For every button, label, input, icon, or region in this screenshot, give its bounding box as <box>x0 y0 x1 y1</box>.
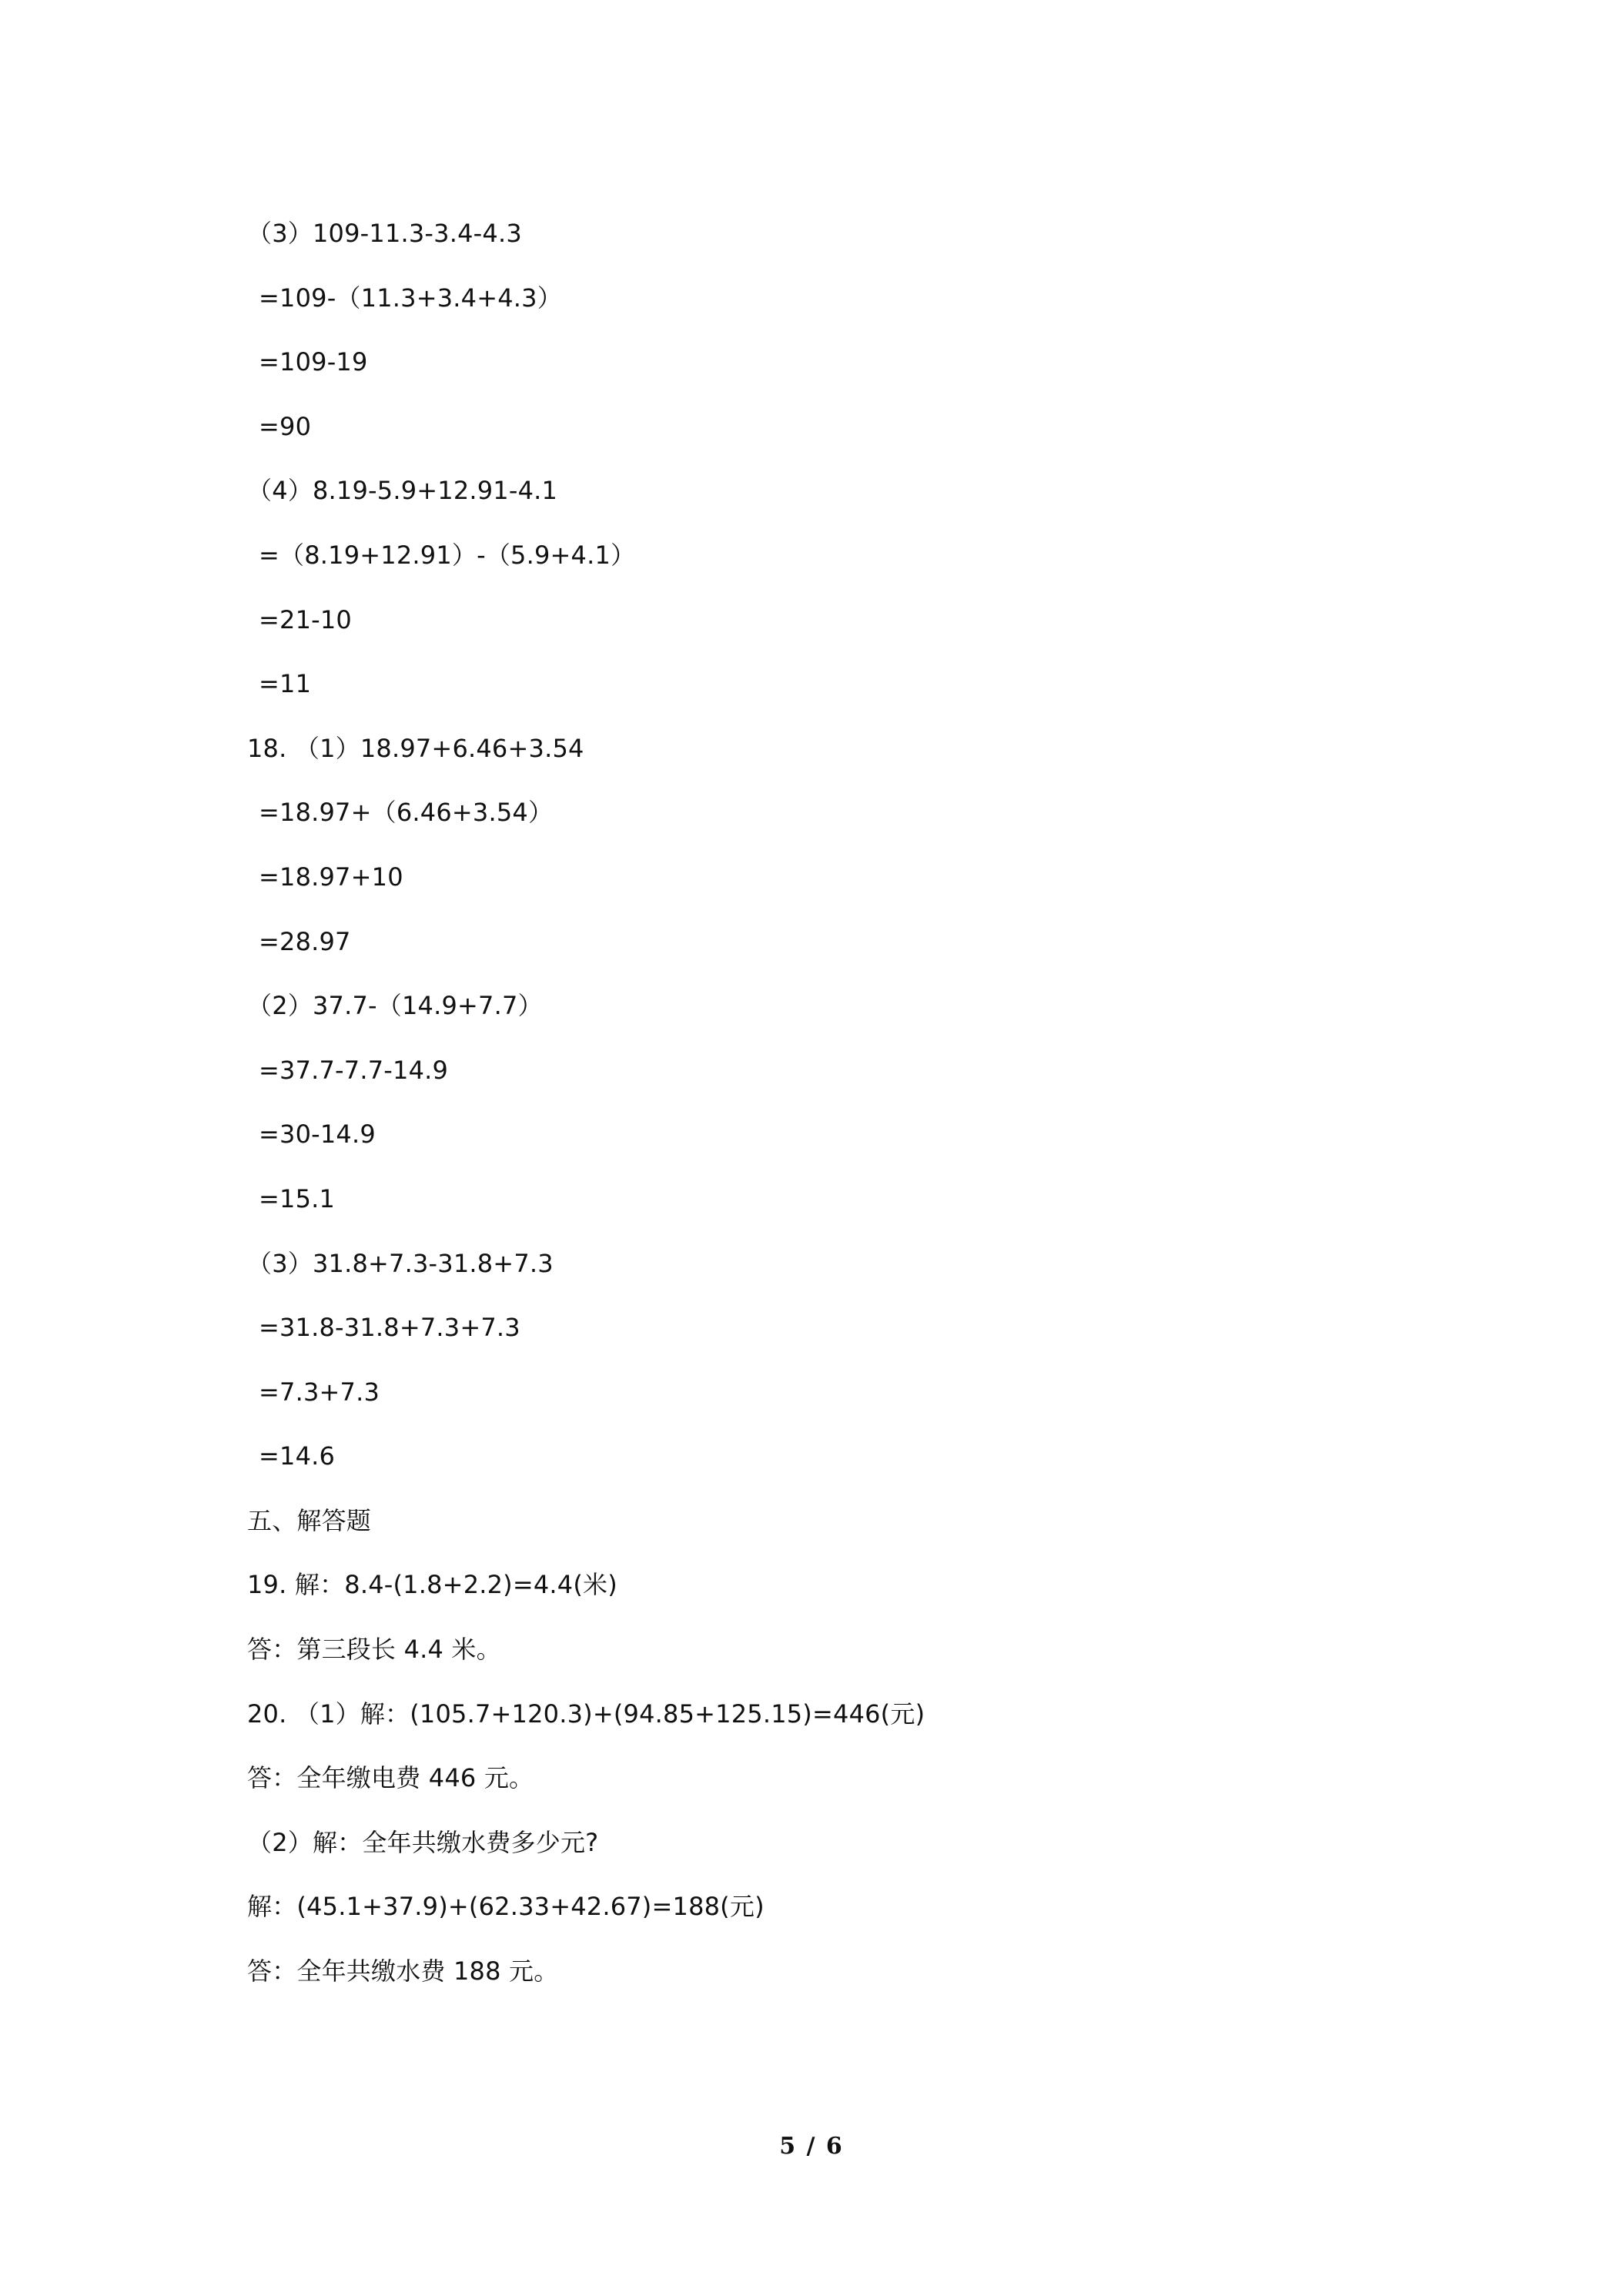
text-line: （3）109-11.3-3.4-4.3 <box>247 219 522 248</box>
text-line: 五、解答题 <box>247 1505 372 1535</box>
text-line: =109-（11.3+3.4+4.3） <box>259 283 562 313</box>
text-line: （2）解：全年共缴水费多少元? <box>247 1827 599 1857</box>
text-line: （3）31.8+7.3-31.8+7.3 <box>247 1248 554 1278</box>
text-line: 答：全年缴电费 446 元。 <box>247 1763 534 1793</box>
text-line: （2）37.7-（14.9+7.7） <box>247 991 543 1021</box>
text-line: =14.6 <box>259 1441 336 1471</box>
text-line: =15.1 <box>259 1183 336 1213</box>
text-line: =31.8-31.8+7.3+7.3 <box>259 1313 520 1343</box>
text-line: 答：第三段长 4.4 米。 <box>247 1635 501 1665</box>
text-line: （4）8.19-5.9+12.91-4.1 <box>247 476 558 506</box>
text-line: =7.3+7.3 <box>259 1377 380 1407</box>
text-line: =90 <box>259 411 312 441</box>
text-line: =21-10 <box>259 604 352 634</box>
page-number: 5 / 6 <box>779 2133 844 2160</box>
text-line: =109-19 <box>259 347 368 377</box>
text-line: 20. （1）解：(105.7+120.3)+(94.85+125.15)=446(元) <box>247 1699 925 1729</box>
text-line: =37.7-7.7-14.9 <box>259 1055 449 1085</box>
text-line: =30-14.9 <box>259 1120 376 1150</box>
document-body <box>247 202 1387 2004</box>
text-line: 解：(45.1+37.9)+(62.33+42.67)=188(元) <box>247 1892 765 1922</box>
text-line: 答：全年共缴水费 188 元。 <box>247 1956 559 1986</box>
text-line: 18. （1）18.97+6.46+3.54 <box>247 733 584 763</box>
text-line: =28.97 <box>259 926 351 956</box>
text-line: =18.97+10 <box>259 862 403 892</box>
text-line: =（8.19+12.91）-（5.9+4.1） <box>259 540 636 570</box>
text-line: =11 <box>259 669 312 699</box>
text-line: 19. 解：8.4-(1.8+2.2)=4.4(米) <box>247 1570 617 1600</box>
text-line: =18.97+（6.46+3.54） <box>259 798 554 828</box>
